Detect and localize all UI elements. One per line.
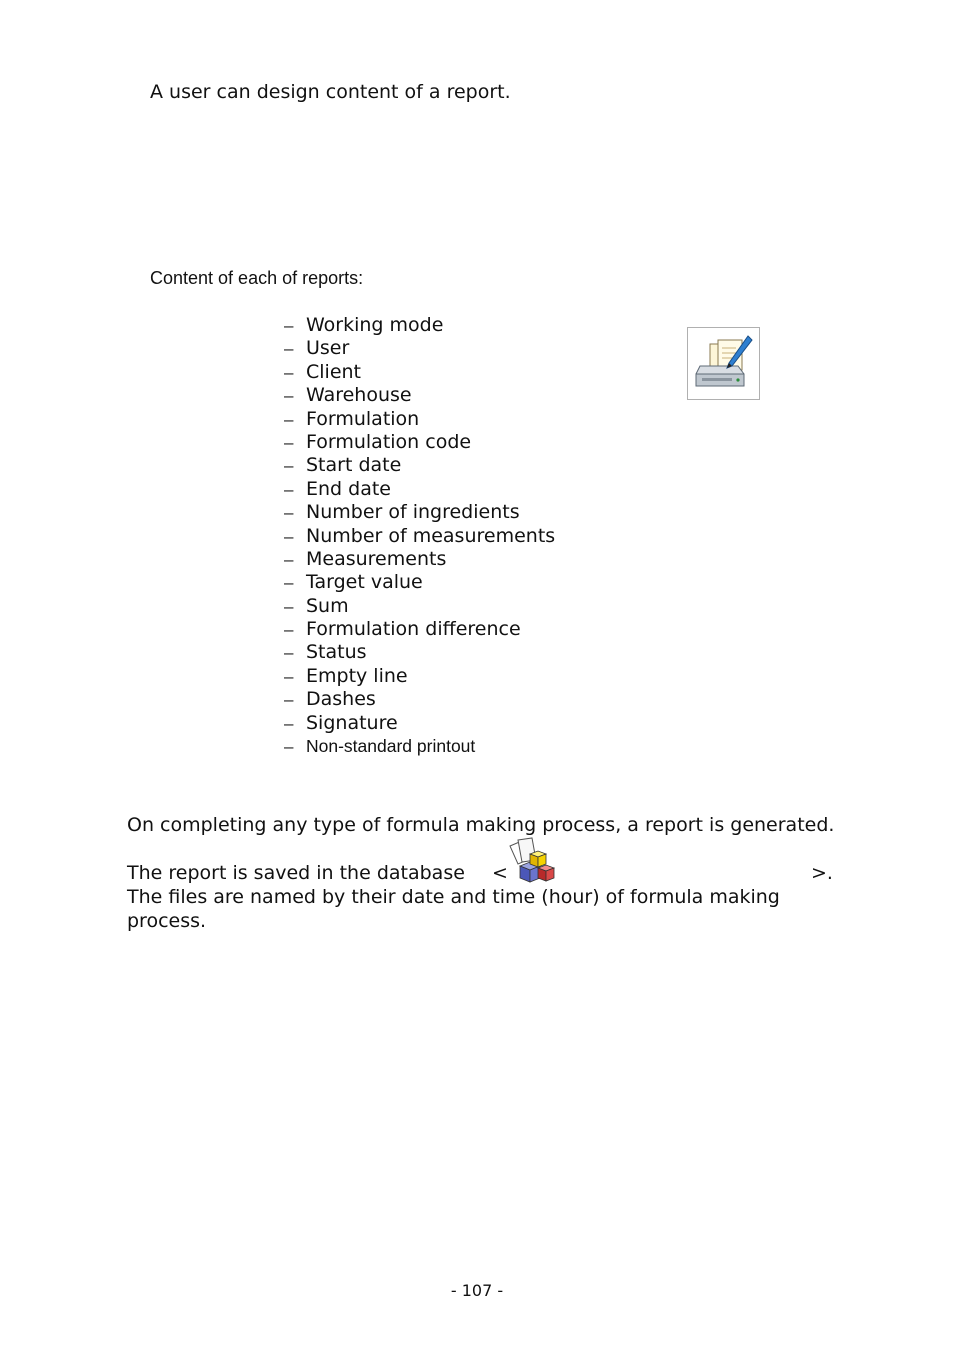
list-item-label: Dashes: [306, 688, 376, 711]
paragraph-line: The files are named by their date and time (hour) of formula making: [127, 886, 780, 908]
paragraph-line: process.: [127, 910, 207, 932]
list-item-label: Formulation: [306, 407, 420, 430]
list-item: [284, 571, 555, 594]
list-bullet: –: [284, 737, 294, 757]
list-item-label: Number of ingredients: [306, 501, 520, 524]
list-item: [284, 454, 555, 477]
list-bullet: –: [284, 596, 294, 616]
list-item-label: Sum: [306, 594, 349, 617]
list-item-label: Number of measurements: [306, 524, 556, 547]
list-item: [284, 735, 555, 758]
list-item-label: Status: [306, 641, 367, 664]
report-content-list: [284, 314, 555, 758]
list-item-label: Start date: [306, 454, 402, 477]
list-bullet: –: [284, 690, 294, 710]
list-bullet: –: [284, 479, 294, 499]
database-cubes-icon: [506, 836, 560, 886]
content-heading: Content of each of reports:: [150, 268, 364, 288]
intro-text: A user can design content of a report.: [150, 81, 511, 103]
list-item: [284, 431, 555, 454]
list-bullet: –: [284, 573, 294, 593]
list-item: [284, 548, 555, 571]
list-item-label: Formulation difference: [306, 618, 521, 641]
list-item-label: Warehouse: [306, 384, 412, 407]
list-item: [284, 665, 555, 688]
list-bullet: –: [284, 503, 294, 523]
list-item: [284, 337, 555, 360]
list-bullet: –: [284, 666, 294, 686]
paragraph-line: The report is saved in the database: [127, 862, 465, 884]
list-bullet: –: [284, 339, 294, 359]
list-item-label: Measurements: [306, 547, 447, 570]
list-item-label: Empty line: [306, 664, 408, 687]
list-bullet: –: [284, 316, 294, 335]
page-number: - 107 -: [450, 1281, 504, 1300]
list-bullet: –: [284, 643, 294, 663]
list-bullet: –: [284, 713, 294, 733]
list-bullet: –: [284, 620, 294, 640]
list-item-label: Signature: [306, 711, 398, 734]
list-item: [284, 688, 555, 711]
list-item-label: Target value: [306, 571, 423, 594]
close-bracket: >.: [811, 862, 833, 884]
list-item: [284, 384, 555, 407]
list-item: [284, 408, 555, 431]
list-item-label: Formulation code: [306, 430, 472, 453]
printer-with-pen-icon: [687, 327, 760, 400]
list-item-label: Working mode: [306, 314, 444, 336]
list-item: [284, 478, 555, 501]
list-item: [284, 595, 555, 618]
list-item: [284, 501, 555, 524]
list-item: [284, 361, 555, 384]
list-bullet: –: [284, 456, 294, 476]
list-item: [284, 525, 555, 548]
list-bullet: –: [284, 386, 294, 406]
list-item-label: User: [306, 337, 350, 360]
list-item-label: End date: [306, 477, 391, 500]
list-item: [284, 314, 555, 337]
list-item-label: Non-standard printout: [306, 736, 476, 757]
list-bullet: –: [284, 432, 294, 452]
list-item: [284, 641, 555, 664]
list-bullet: –: [284, 362, 294, 382]
list-bullet: –: [284, 549, 294, 569]
list-item: [284, 712, 555, 735]
list-item: [284, 618, 555, 641]
list-bullet: –: [284, 409, 294, 429]
list-item-label: Client: [306, 360, 362, 383]
paragraph-line: On completing any type of formula making process, a report is generated.: [127, 814, 835, 836]
list-bullet: –: [284, 526, 294, 546]
open-bracket: <: [492, 862, 508, 884]
